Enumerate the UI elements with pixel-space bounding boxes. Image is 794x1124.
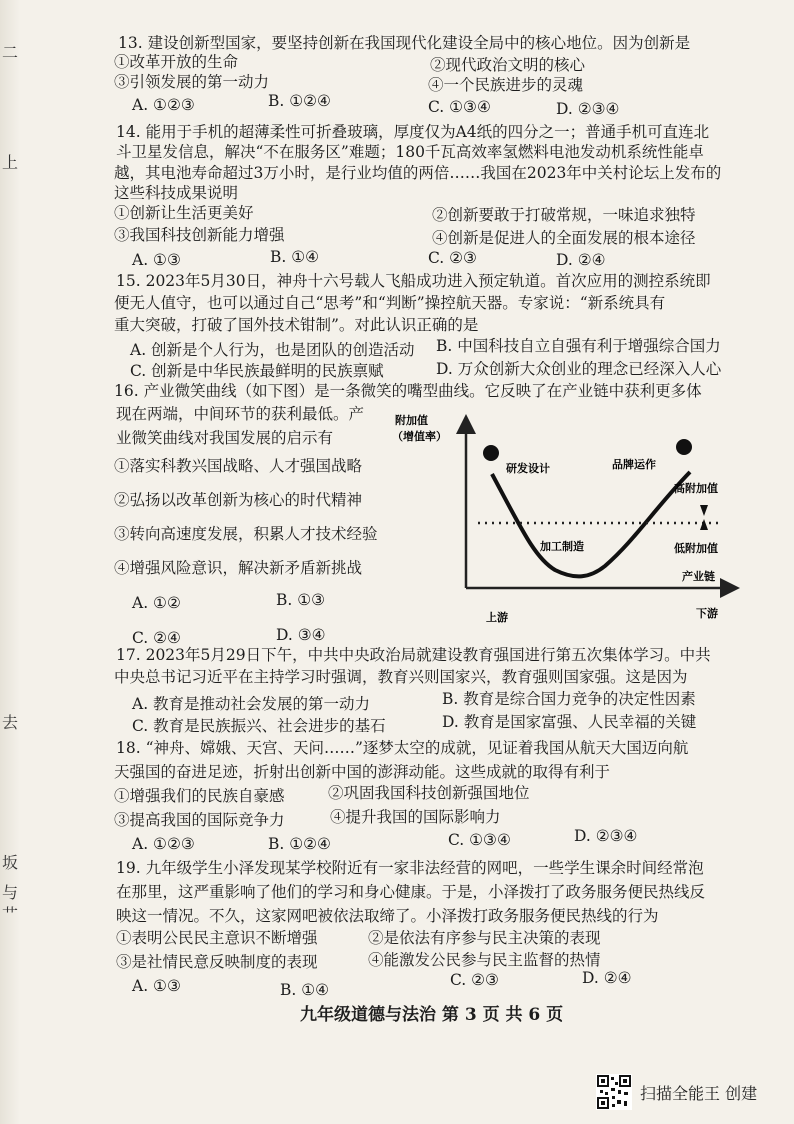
scanner-watermark xyxy=(596,1074,757,1110)
q13-option-c: C. ①③④ xyxy=(428,98,491,116)
q13-item-2: ②现代政治文明的核心 xyxy=(430,56,586,74)
q18-item-2: ②巩固我国科技创新强国地位 xyxy=(328,784,530,802)
q14-stem-3: 越，其电池寿命超过3万小时，是行业均值的两倍……我国在2023年中关村论坛上发布的 xyxy=(114,164,722,182)
q17-option-d: D. 教育是国家富强、人民幸福的关键 xyxy=(442,713,697,731)
q19-item-1: ①表明公民民主意识不断增强 xyxy=(116,929,318,947)
scanner-label: 扫描全能王 创建 xyxy=(640,1083,758,1103)
q18-item-4: ④提升我国的国际影响力 xyxy=(330,808,501,826)
q15-option-d: D. 万众创新大众创业的理念已经深入人心 xyxy=(436,360,722,378)
y-axis-label-2: （增值率） xyxy=(392,430,447,443)
q16-option-d: D. ③④ xyxy=(276,626,326,644)
q18-stem-2: 天强国的奋进足迹，折射出创新中国的澎湃动能。这些成就的取得有利于 xyxy=(114,763,611,781)
q19-option-b: B. ①④ xyxy=(280,981,330,999)
spread-marker xyxy=(700,505,708,530)
q18-option-a: A. ①②③ xyxy=(132,835,195,853)
edge-mark: 坂 xyxy=(2,853,19,872)
q16-option-a: A. ①② xyxy=(132,594,181,612)
y-axis-label: 附加值 xyxy=(395,414,428,427)
q18-item-3: ③提高我国的国际竞争力 xyxy=(114,811,285,829)
q19-item-3: ③是社情民意反映制度的表现 xyxy=(116,953,318,971)
page-footer: 九年级道德与法治 第 3 页 共 6 页 xyxy=(300,1005,564,1025)
q13-option-b: B. ①②④ xyxy=(268,92,331,110)
right-dot xyxy=(676,439,692,455)
upstream-label: 上游 xyxy=(486,611,508,624)
q14-stem-4: 这些科技成果说明 xyxy=(114,184,239,202)
downstream-label: 下游 xyxy=(696,607,718,620)
edge-mark: 去 xyxy=(2,713,19,732)
middle-label: 加工制造 xyxy=(540,540,584,553)
q14-option-a: A. ①③ xyxy=(132,251,181,269)
low-value-label: 低附加值 xyxy=(674,542,718,555)
q16-item-3: ③转向高速度发展，积累人才技术经验 xyxy=(114,525,378,543)
q13-item-3: ③引领发展的第一动力 xyxy=(114,73,270,91)
q14-item-2: ②创新要敢于打破常规，一味追求独特 xyxy=(432,206,696,224)
q19-stem-2: 在那里，这严重影响了他们的学习和身心健康。于是，小泽拨打了政务服务便民热线反 xyxy=(116,883,706,901)
q14-option-b: B. ①④ xyxy=(270,248,320,266)
edge-mark: 艹 xyxy=(2,905,19,924)
q15-stem-1: 15. 2023年5月30日，神舟十六号载人飞船成功进入预定轨道。首次应用的测控系统即 xyxy=(116,272,711,290)
q14-stem-1: 14. 能用于手机的超薄柔性可折叠玻璃，厚度仅为A4纸的四分之一；普通手机可直连北 xyxy=(116,123,710,141)
q13-option-a: A. ①②③ xyxy=(132,96,195,114)
q19-item-4: ④能激发公民参与民主监督的热情 xyxy=(368,951,601,969)
q14-item-4: ④创新是促进人的全面发展的根本途径 xyxy=(432,229,696,247)
q19-stem-3: 映这一情况。不久，这家网吧被依法取缔了。小泽拨打政务服务便民热线的行为 xyxy=(116,907,659,925)
q15-stem-3: 重大突破，打破了国外技术钳制”。对此认识正确的是 xyxy=(114,316,479,334)
left-dot xyxy=(483,445,499,461)
q18-option-b: B. ①②④ xyxy=(268,835,331,853)
qr-code-icon xyxy=(596,1074,632,1110)
smile-curve-diagram xyxy=(390,410,750,625)
q17-option-a: A. 教育是推动社会发展的第一动力 xyxy=(132,695,371,713)
right-top-label: 品牌运作 xyxy=(612,458,656,471)
q19-option-c: C. ②③ xyxy=(450,971,499,989)
q18-option-c: C. ①③④ xyxy=(448,831,511,849)
q16-item-1: ①落实科教兴国战略、人才强国战略 xyxy=(114,457,363,475)
q17-stem-1: 17. 2023年5月29日下午，中共中央政治局就建设教育强国进行第五次集体学习。中共 xyxy=(116,646,711,664)
q16-stem-1: 16. 产业微笑曲线（如下图）是一条微笑的嘴型曲线。它反映了在产业链中获利更多体 xyxy=(114,382,702,400)
q18-stem-1: 18. “神舟、嫦娥、天宫、天问……”逐梦太空的成就，见证着我国从航天大国迈向航 xyxy=(116,739,689,757)
q13-option-d: D. ②③④ xyxy=(556,100,620,118)
q14-option-c: C. ②③ xyxy=(428,249,477,267)
q14-stem-2: 斗卫星发信息，解决“不在服务区”难题；180千瓦高效率氢燃料电池发动机系统性能卓 xyxy=(116,143,704,161)
q13-stem: 13. 建设创新型国家，要坚持创新在我国现代化建设全局中的核心地位。因为创新是 xyxy=(118,34,691,52)
edge-mark: 上 xyxy=(2,153,19,172)
q15-option-a: A. 创新是个人行为，也是团队的创造活动 xyxy=(130,341,415,359)
high-value-label: 高附加值 xyxy=(674,482,718,495)
q15-option-b: B. 中国科技自立自强有利于增强综合国力 xyxy=(436,337,721,355)
q18-option-d: D. ②③④ xyxy=(574,827,638,845)
q14-item-3: ③我国科技创新能力增强 xyxy=(114,226,285,244)
q13-item-1: ①改革开放的生命 xyxy=(114,53,239,71)
q19-item-2: ②是依法有序参与民主决策的表现 xyxy=(368,929,601,947)
q16-stem-3: 业微笑曲线对我国发展的启示有 xyxy=(116,429,334,447)
q17-stem-2: 中央总书记习近平在主持学习时强调，教育兴则国家兴，教育强则国家强。这是因为 xyxy=(114,668,688,686)
q19-option-d: D. ②④ xyxy=(582,969,632,987)
q15-stem-2: 便无人值守，也可以通过自己“思考”和“判断”操控航天器。专家说：“新系统具有 xyxy=(114,294,666,312)
q17-option-b: B. 教育是综合国力竞争的决定性因素 xyxy=(442,690,696,708)
q19-stem-1: 19. 九年级学生小泽发现某学校附近有一家非法经营的网吧，一些学生课余时间经常泡 xyxy=(116,859,704,877)
q13-item-4: ④一个民族进步的灵魂 xyxy=(428,76,584,94)
edge-mark: 与 xyxy=(2,883,19,902)
edge-mark: 二 xyxy=(2,43,19,62)
x-axis-label: 产业链 xyxy=(682,570,715,583)
q19-option-a: A. ①③ xyxy=(132,977,181,995)
q16-option-c: C. ②④ xyxy=(132,629,181,647)
q18-item-1: ①增强我们的民族自豪感 xyxy=(114,787,285,805)
q17-option-c: C. 教育是民族振兴、社会进步的基石 xyxy=(132,717,386,735)
q16-stem-2: 现在两端，中间环节的获利最低。产 xyxy=(116,405,365,423)
q14-item-1: ①创新让生活更美好 xyxy=(114,204,254,222)
q16-item-2: ②弘扬以改革创新为核心的时代精神 xyxy=(114,491,363,509)
q14-option-d: D. ②④ xyxy=(556,251,606,269)
q16-option-b: B. ①③ xyxy=(276,591,326,609)
left-top-label: 研发设计 xyxy=(506,462,550,475)
q16-item-4: ④增强风险意识，解决新矛盾新挑战 xyxy=(114,559,363,577)
q15-option-c: C. 创新是中华民族最鲜明的民族禀赋 xyxy=(130,362,384,380)
